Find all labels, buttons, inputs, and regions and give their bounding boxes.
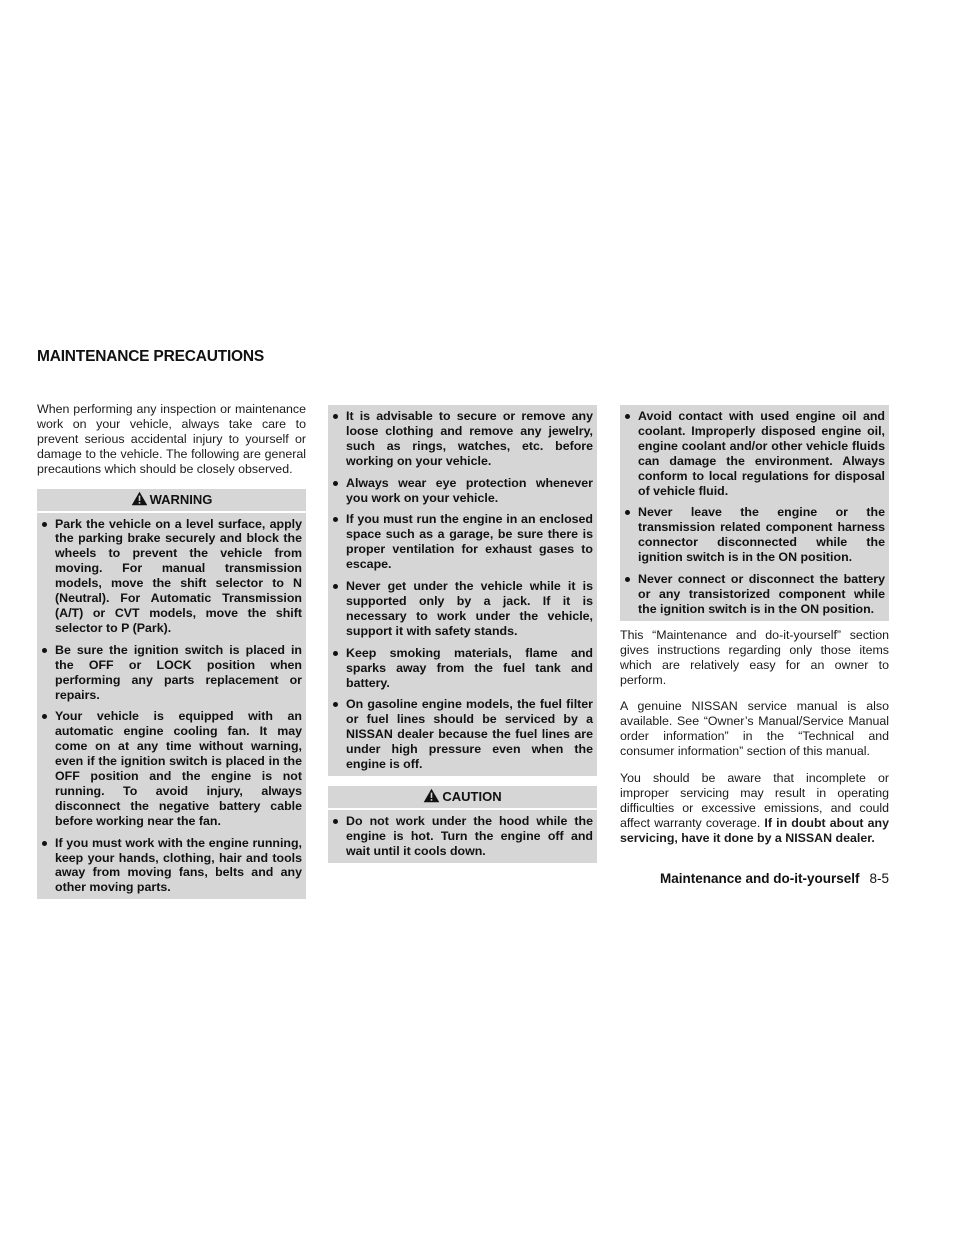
list-item: Park the vehicle on a level surface, apply the parking brake securely and block the wheels to prevent the vehicle from moving. For manual transmission models, move the shift selector to N (Neutral). For Automatic Transmission (A/T) or CVT models, move the shift selector to P (Park). — [37, 517, 302, 636]
warning-triangle-icon — [423, 788, 440, 806]
list-item: Never leave the engine or the transmission related component harness connector disconnected while the ignition switch is in the ON position. — [620, 505, 885, 565]
footer-section-label: Maintenance and do-it-yourself — [659, 871, 860, 886]
caution-box — [328, 786, 597, 863]
servicing-advice-text: If in doubt about any servicing, have it done by a NISSAN dealer. — [620, 815, 889, 845]
caution-title: CAUTION — [442, 789, 502, 805]
servicing-warning-text: You should be aware that incomplete or improper servicing may result in operating difficulties or excessive emissions, and could affect warranty coverage. — [620, 771, 889, 830]
bullet-icon — [333, 584, 338, 589]
list-item: If you must work with the engine running, keep your hands, clothing, hair and tools away from moving fans, belts and any other moving parts. — [37, 836, 302, 896]
warning-box-continued — [328, 405, 597, 776]
warning-list-part1 — [37, 517, 302, 896]
list-item: Keep smoking materials, flame and sparks away from the fuel tank and battery. — [328, 646, 593, 691]
warning-box — [37, 489, 306, 900]
column-left — [37, 402, 306, 899]
warning-header — [37, 489, 306, 511]
list-item: Always wear eye protection whenever you work on your vehicle. — [328, 476, 593, 506]
service-manual-paragraph: A genuine NISSAN service manual is also available. See “Owner’s Manual/Service Manual order information” in the “Technical and consumer information” section of this manual. — [620, 699, 889, 759]
bullet-icon — [42, 522, 47, 527]
page-number: 8-5 — [869, 871, 889, 886]
servicing-warning-paragraph — [620, 771, 889, 846]
bullet-icon — [333, 819, 338, 824]
list-item: On gasoline engine models, the fuel filter or fuel lines should be serviced by a NISSAN dealer because the fuel lines are under high pressure even when the engine is off. — [328, 697, 593, 772]
list-item: It is advisable to secure or remove any loose clothing and remove any jewelry, such as rings, watches, etc. before working on your vehicle. — [328, 409, 593, 469]
list-item: Avoid contact with used engine oil and coolant. Improperly disposed engine oil, engine coolant and/or other vehicle fluids can damage the environment. Always conform to local regulations for disposal of vehicle fluid. — [620, 409, 885, 498]
column-middle — [328, 405, 597, 863]
list-item: If you must run the engine in an enclosed space such as a garage, be sure there is proper ventilation for exhaust gases to escape. — [328, 512, 593, 572]
caution-list-part2 — [620, 409, 885, 617]
bullet-icon — [625, 577, 630, 582]
column-right — [620, 405, 889, 858]
section-scope-paragraph: This “Maintenance and do-it-yourself” section gives instructions regarding only those items which are relatively easy for an owner to perform. — [620, 627, 889, 687]
caution-list-part1 — [328, 814, 593, 859]
list-item: Be sure the ignition switch is placed in the OFF or LOCK position when performing any parts replacement or repairs. — [37, 643, 302, 703]
intro-paragraph: When performing any inspection or maintenance work on your vehicle, always take care to prevent serious accidental injury to yourself or damage to the vehicle. The following are general precautions which should be closely observed. — [37, 402, 306, 476]
list-item: Never get under the vehicle while it is supported only by a jack. If it is necessary to work under the vehicle, support it with safety stands. — [328, 579, 593, 639]
bullet-icon — [333, 517, 338, 522]
list-item: Your vehicle is equipped with an automatic engine cooling fan. It may come on at any time without warning, even if the ignition switch is placed in the OFF position and the engine is not running. To avoid injury, always disconnect the negative battery cable before working near the fan. — [37, 709, 302, 828]
bullet-icon — [42, 714, 47, 719]
bullet-icon — [333, 414, 338, 419]
caution-box-continued — [620, 405, 889, 621]
bullet-icon — [625, 510, 630, 515]
list-item: Never connect or disconnect the battery or any transistorized component while the ignition switch is in the ON position. — [620, 572, 885, 617]
bullet-icon — [333, 481, 338, 486]
warning-list-part2 — [328, 409, 593, 772]
bullet-icon — [42, 648, 47, 653]
warning-triangle-icon — [131, 491, 148, 509]
list-item: Do not work under the hood while the engine is hot. Turn the engine off and wait until it cools down. — [328, 814, 593, 859]
caution-header — [328, 786, 597, 808]
section-heading: MAINTENANCE PRECAUTIONS — [37, 348, 265, 365]
bullet-icon — [333, 651, 338, 656]
bullet-icon — [333, 702, 338, 707]
warning-title: WARNING — [149, 492, 213, 508]
page-footer — [590, 871, 889, 886]
bullet-icon — [42, 841, 47, 846]
bullet-icon — [625, 414, 630, 419]
